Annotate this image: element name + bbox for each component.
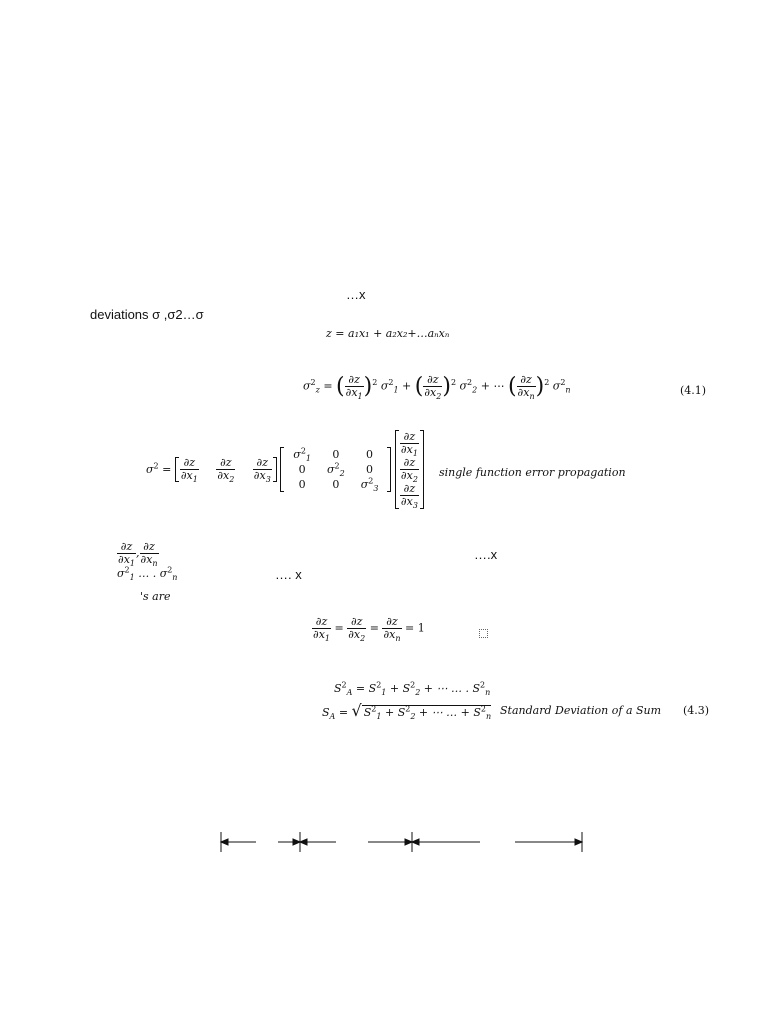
linear-rhs: a₁x₁ + a₂x₂+…aₙxₙ	[348, 327, 450, 340]
equation-number-4-3: (4.3)	[683, 704, 710, 717]
variance-sum-equation: $S^2_A = S^2_1 + S^2_2$ + ⋯ … . $S^2_n$	[334, 680, 491, 698]
arrowhead-left	[412, 839, 419, 845]
unit-value: 1	[417, 621, 425, 635]
matrix-propagation-equation: $\sigma^2$ = $\frac{\partial z}{\partial x_1}$ $\frac{\partial z}{\partial x_2}$ $\frac{\partial z}{\partial x_3}$ $\sigma^2_1$ 0 0 0 $\sigma^2_2$ 0 0 0 $\sigma^2_3$ ∂z $\partial x_1$ ∂z $\partial x_2$ ∂z $\partial x_3$	[146, 430, 424, 509]
unit-partials-equation: $\frac{\partial z}{\partial x_1}$ = $\frac{\partial z}{\partial x_2}$ = $\frac{\partial z}{\partial x_n}$ = 1	[313, 615, 425, 644]
std-dev-sum-equation: $S_A$ = √ $S^2_1 + S^2_2$ + ⋯ … + $S^2_n$	[322, 701, 492, 722]
std-dev-sum-label: Standard Deviation of a Sum	[500, 704, 662, 717]
eq41-lhs: σ	[303, 379, 311, 393]
arrowhead-left	[300, 839, 307, 845]
linear-lhs: z	[326, 327, 332, 340]
jacobian-row-vector: $\frac{\partial z}{\partial x_1}$ $\frac{\partial z}{\partial x_2}$ $\frac{\partial z}{\partial x_3}$	[175, 457, 277, 482]
covariance-matrix: $\sigma^2_1$ 0 0 0 $\sigma^2_2$ 0 0 0 $\sigma^2_3$	[280, 447, 391, 492]
variance-equation-4-1: $\sigma^2_z$ = ( $\frac{\partial z}{\partial x_1}$ )$^2$ $\sigma^2_1$ + ( $\frac{\partial z}{\partial x_2}$ )$^2$ $\sigma^2_2$ + ⋯ ( $\frac{\partial z}{\partial x_n}$ )$^2$ $\sigma^2_n$	[303, 373, 571, 402]
partials-fragment: $\frac{\partial z}{\partial x_1}$ , $\frac{\partial z}{\partial x_n}$	[118, 540, 158, 569]
top-fragment: …x	[346, 287, 366, 302]
sigma-fragment: $\sigma^2_1$ … . $\sigma^2_n$	[117, 565, 178, 583]
dimension-line-diagram	[218, 830, 588, 854]
sigma-right-fragment: …. x	[275, 567, 302, 582]
linear-function-equation: z = a₁x₁ + a₂x₂+…aₙxₙ	[326, 327, 450, 340]
equation-number-4-1: (4.1)	[680, 384, 707, 397]
deviations-text: deviations σ ,σ2…σ	[90, 307, 204, 322]
matrix-equation-label: single function error propagation	[439, 466, 626, 479]
placeholder-box-icon	[479, 623, 488, 642]
s-are-text: 's are	[140, 590, 171, 603]
partials-right-fragment: ….x	[474, 547, 498, 562]
arrowhead-right	[575, 839, 582, 845]
jacobian-column-vector: ∂z $\partial x_1$ ∂z $\partial x_2$ ∂z $\partial x_3$	[395, 430, 424, 509]
arrowhead-left	[221, 839, 228, 845]
